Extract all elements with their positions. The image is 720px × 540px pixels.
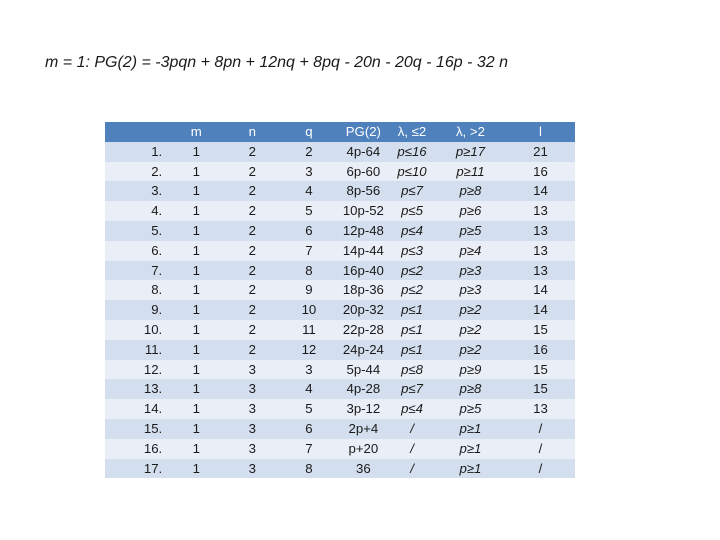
q-value: 8 bbox=[280, 459, 337, 479]
table-header-row bbox=[105, 122, 575, 142]
table-row bbox=[105, 181, 575, 201]
lambda-le2-value: p≤1 bbox=[389, 340, 435, 360]
lambda-gt2-value: p≥11 bbox=[435, 162, 506, 182]
n-value: 3 bbox=[224, 379, 280, 399]
row-index: 16. bbox=[105, 439, 168, 459]
m-value: 1 bbox=[168, 241, 224, 261]
table-row bbox=[105, 142, 575, 162]
n-value: 2 bbox=[224, 261, 280, 281]
lambda-gt2-value: p≥1 bbox=[435, 439, 506, 459]
q-value: 5 bbox=[280, 399, 337, 419]
pg2-value: 16p-40 bbox=[338, 261, 390, 281]
table-row bbox=[105, 439, 575, 459]
l-value: / bbox=[506, 439, 575, 459]
m-value: 1 bbox=[168, 280, 224, 300]
table-row bbox=[105, 221, 575, 241]
row-index: 4. bbox=[105, 201, 168, 221]
pg2-value: 24p-24 bbox=[338, 340, 390, 360]
lambda-gt2-value: p≥5 bbox=[435, 399, 506, 419]
lambda-gt2-value: p≥2 bbox=[435, 300, 506, 320]
n-value: 2 bbox=[224, 221, 280, 241]
q-value: 12 bbox=[280, 340, 337, 360]
lambda-gt2-value: p≥2 bbox=[435, 340, 506, 360]
m-value: 1 bbox=[168, 459, 224, 479]
n-value: 3 bbox=[224, 459, 280, 479]
n-value: 3 bbox=[224, 419, 280, 439]
l-value: 15 bbox=[506, 379, 575, 399]
lambda-le2-value: / bbox=[389, 419, 435, 439]
l-value: 15 bbox=[506, 360, 575, 380]
n-value: 2 bbox=[224, 280, 280, 300]
row-index: 9. bbox=[105, 300, 168, 320]
n-value: 3 bbox=[224, 439, 280, 459]
header-n: n bbox=[224, 122, 280, 142]
lambda-le2-value: p≤3 bbox=[389, 241, 435, 261]
table-row bbox=[105, 280, 575, 300]
q-value: 3 bbox=[280, 360, 337, 380]
row-index: 2. bbox=[105, 162, 168, 182]
q-value: 7 bbox=[280, 241, 337, 261]
m-value: 1 bbox=[168, 419, 224, 439]
row-index: 5. bbox=[105, 221, 168, 241]
q-value: 4 bbox=[280, 181, 337, 201]
n-value: 2 bbox=[224, 320, 280, 340]
table-row bbox=[105, 459, 575, 479]
l-value: 14 bbox=[506, 280, 575, 300]
lambda-gt2-value: p≥8 bbox=[435, 181, 506, 201]
m-value: 1 bbox=[168, 340, 224, 360]
q-value: 6 bbox=[280, 419, 337, 439]
row-index: 11. bbox=[105, 340, 168, 360]
m-value: 1 bbox=[168, 360, 224, 380]
header-pg2: PG(2) bbox=[338, 122, 390, 142]
row-index: 13. bbox=[105, 379, 168, 399]
pg2-value: 6p-60 bbox=[338, 162, 390, 182]
n-value: 2 bbox=[224, 241, 280, 261]
lambda-le2-value: p≤7 bbox=[389, 379, 435, 399]
m-value: 1 bbox=[168, 142, 224, 162]
table-body bbox=[105, 142, 575, 479]
q-value: 10 bbox=[280, 300, 337, 320]
l-value: 15 bbox=[506, 320, 575, 340]
pg2-value: 4p-28 bbox=[338, 379, 390, 399]
n-value: 3 bbox=[224, 399, 280, 419]
results-table bbox=[105, 122, 575, 478]
lambda-le2-value: p≤1 bbox=[389, 320, 435, 340]
l-value: 13 bbox=[506, 241, 575, 261]
m-value: 1 bbox=[168, 320, 224, 340]
l-value: 14 bbox=[506, 300, 575, 320]
l-value: 13 bbox=[506, 261, 575, 281]
pg2-value: 36 bbox=[338, 459, 390, 479]
row-index: 7. bbox=[105, 261, 168, 281]
n-value: 2 bbox=[224, 340, 280, 360]
header-q: q bbox=[280, 122, 337, 142]
m-value: 1 bbox=[168, 399, 224, 419]
lambda-le2-value: p≤4 bbox=[389, 221, 435, 241]
row-index: 17. bbox=[105, 459, 168, 479]
table-row bbox=[105, 399, 575, 419]
l-value: 16 bbox=[506, 162, 575, 182]
formula-heading: m = 1: PG(2) = -3pqn + 8pn + 12nq + 8pq - 20n - 20q - 16p - 32 n bbox=[45, 54, 508, 71]
q-value: 5 bbox=[280, 201, 337, 221]
lambda-gt2-value: p≥2 bbox=[435, 320, 506, 340]
n-value: 2 bbox=[224, 162, 280, 182]
l-value: / bbox=[506, 459, 575, 479]
m-value: 1 bbox=[168, 201, 224, 221]
lambda-le2-value: p≤10 bbox=[389, 162, 435, 182]
table-row bbox=[105, 379, 575, 399]
table-row bbox=[105, 340, 575, 360]
table-row bbox=[105, 261, 575, 281]
q-value: 4 bbox=[280, 379, 337, 399]
lambda-gt2-value: p≥6 bbox=[435, 201, 506, 221]
pg2-value: 10p-52 bbox=[338, 201, 390, 221]
header-m: m bbox=[168, 122, 224, 142]
pg2-value: 22p-28 bbox=[338, 320, 390, 340]
m-value: 1 bbox=[168, 162, 224, 182]
m-value: 1 bbox=[168, 261, 224, 281]
n-value: 2 bbox=[224, 300, 280, 320]
table-row bbox=[105, 201, 575, 221]
table-row bbox=[105, 320, 575, 340]
lambda-gt2-value: p≥9 bbox=[435, 360, 506, 380]
n-value: 2 bbox=[224, 201, 280, 221]
header-l: l bbox=[506, 122, 575, 142]
lambda-le2-value: p≤4 bbox=[389, 399, 435, 419]
lambda-le2-value: p≤7 bbox=[389, 181, 435, 201]
lambda-le2-value: / bbox=[389, 459, 435, 479]
lambda-le2-value: p≤8 bbox=[389, 360, 435, 380]
table-row bbox=[105, 162, 575, 182]
table-row bbox=[105, 241, 575, 261]
row-index: 12. bbox=[105, 360, 168, 380]
lambda-le2-value: p≤16 bbox=[389, 142, 435, 162]
lambda-gt2-value: p≥5 bbox=[435, 221, 506, 241]
pg2-value: 8p-56 bbox=[338, 181, 390, 201]
table-row bbox=[105, 360, 575, 380]
pg2-value: 14p-44 bbox=[338, 241, 390, 261]
q-value: 11 bbox=[280, 320, 337, 340]
lambda-gt2-value: p≥1 bbox=[435, 459, 506, 479]
l-value: 13 bbox=[506, 221, 575, 241]
m-value: 1 bbox=[168, 221, 224, 241]
lambda-gt2-value: p≥4 bbox=[435, 241, 506, 261]
n-value: 3 bbox=[224, 360, 280, 380]
row-index: 15. bbox=[105, 419, 168, 439]
pg2-value: 3p-12 bbox=[338, 399, 390, 419]
l-value: 14 bbox=[506, 181, 575, 201]
lambda-gt2-value: p≥8 bbox=[435, 379, 506, 399]
lambda-gt2-value: p≥17 bbox=[435, 142, 506, 162]
q-value: 7 bbox=[280, 439, 337, 459]
header-index bbox=[105, 122, 168, 142]
row-index: 14. bbox=[105, 399, 168, 419]
m-value: 1 bbox=[168, 181, 224, 201]
q-value: 6 bbox=[280, 221, 337, 241]
table-row bbox=[105, 300, 575, 320]
header-lambda-gt2: λ, >2 bbox=[435, 122, 506, 142]
lambda-gt2-value: p≥3 bbox=[435, 280, 506, 300]
row-index: 6. bbox=[105, 241, 168, 261]
q-value: 3 bbox=[280, 162, 337, 182]
pg2-value: 2p+4 bbox=[338, 419, 390, 439]
lambda-le2-value: p≤2 bbox=[389, 261, 435, 281]
row-index: 8. bbox=[105, 280, 168, 300]
m-value: 1 bbox=[168, 300, 224, 320]
l-value: 16 bbox=[506, 340, 575, 360]
pg2-value: 5p-44 bbox=[338, 360, 390, 380]
row-index: 10. bbox=[105, 320, 168, 340]
q-value: 2 bbox=[280, 142, 337, 162]
q-value: 9 bbox=[280, 280, 337, 300]
lambda-le2-value: / bbox=[389, 439, 435, 459]
l-value: 13 bbox=[506, 201, 575, 221]
l-value: / bbox=[506, 419, 575, 439]
pg2-value: 12p-48 bbox=[338, 221, 390, 241]
m-value: 1 bbox=[168, 379, 224, 399]
pg2-value: 20p-32 bbox=[338, 300, 390, 320]
pg2-value: 4p-64 bbox=[338, 142, 390, 162]
lambda-le2-value: p≤5 bbox=[389, 201, 435, 221]
l-value: 21 bbox=[506, 142, 575, 162]
l-value: 13 bbox=[506, 399, 575, 419]
n-value: 2 bbox=[224, 181, 280, 201]
row-index: 3. bbox=[105, 181, 168, 201]
m-value: 1 bbox=[168, 439, 224, 459]
lambda-le2-value: p≤1 bbox=[389, 300, 435, 320]
lambda-gt2-value: p≥1 bbox=[435, 419, 506, 439]
row-index: 1. bbox=[105, 142, 168, 162]
pg2-value: p+20 bbox=[338, 439, 390, 459]
pg2-value: 18p-36 bbox=[338, 280, 390, 300]
q-value: 8 bbox=[280, 261, 337, 281]
lambda-gt2-value: p≥3 bbox=[435, 261, 506, 281]
table-row bbox=[105, 419, 575, 439]
n-value: 2 bbox=[224, 142, 280, 162]
header-lambda-le2: λ, ≤2 bbox=[389, 122, 435, 142]
lambda-le2-value: p≤2 bbox=[389, 280, 435, 300]
